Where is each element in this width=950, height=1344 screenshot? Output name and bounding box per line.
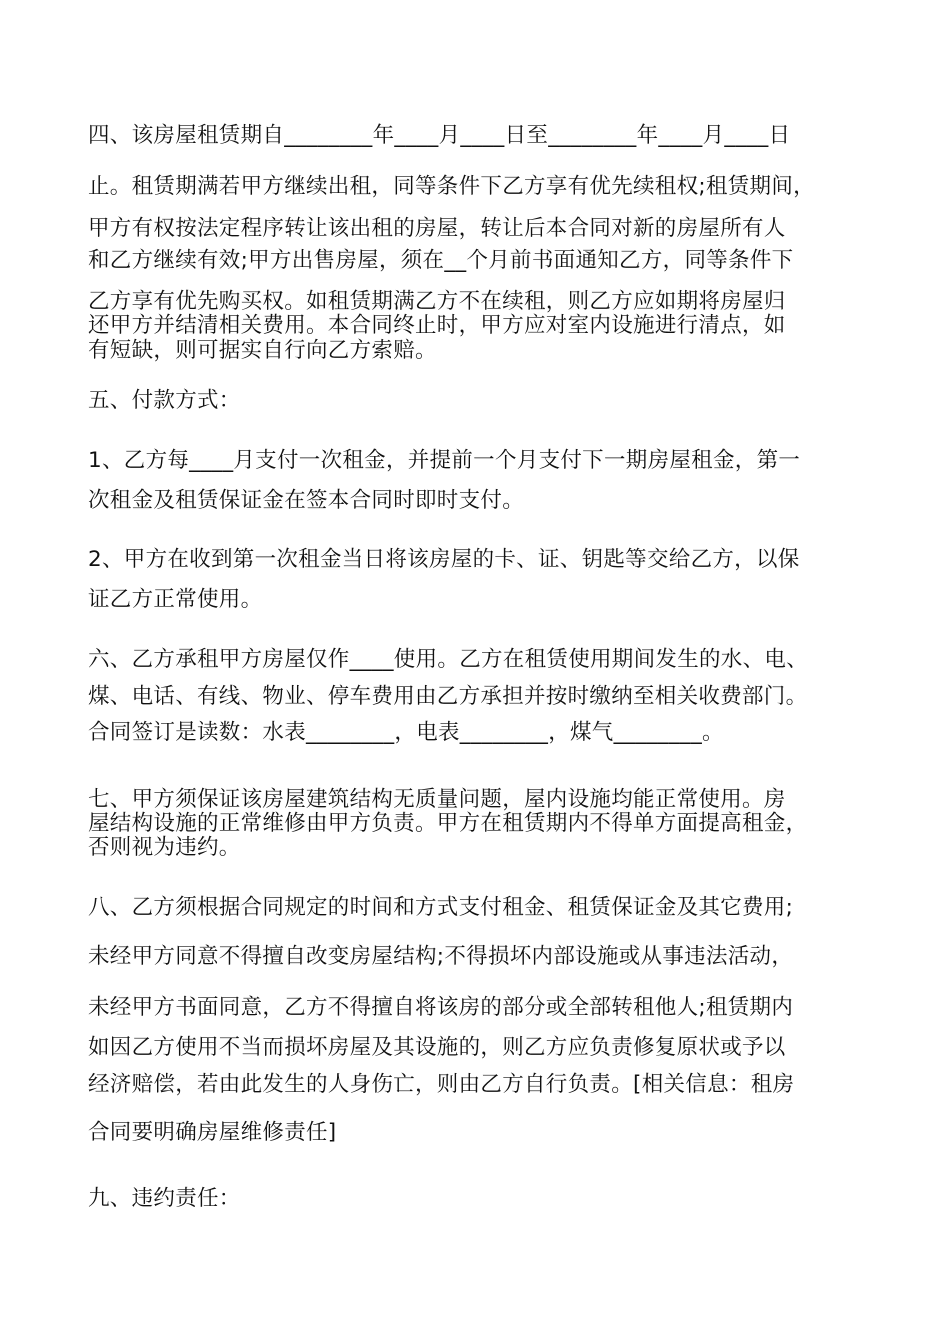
clause-8-line-1: 八、乙方须根据合同规定的时间和方式支付租金、租赁保证金及其它费用; — [88, 895, 794, 920]
clause-6-line-3: 合同签订是读数：水表________，电表________，煤气________。 — [88, 720, 724, 745]
clause-8-line-2: 未经甲方同意不得擅自改变房屋结构;不得损坏内部设施或从事违法活动， — [88, 944, 794, 969]
clause-5-item-2-line-1: 2、甲方在收到第一次租金当日将该房屋的卡、证、钥匙等交给乙方，以保 — [88, 547, 800, 572]
clause-8-line-3: 未经甲方书面同意，乙方不得擅自将该房的部分或全部转租他人;租赁期内 — [88, 995, 794, 1020]
clause-9-title: 九、违约责任： — [88, 1186, 241, 1211]
clause-7-line-3: 否则视为违约。 — [88, 835, 241, 860]
clause-5-item-1-line-2: 次租金及租赁保证金在签本合同时即时支付。 — [88, 488, 525, 513]
clause-7-line-2: 屋结构设施的正常维修由甲方负责。甲方在租赁期内不得单方面提高租金， — [88, 811, 808, 836]
clause-8-line-6: 合同要明确房屋维修责任] — [88, 1120, 337, 1145]
clause-5-title: 五、付款方式： — [88, 388, 241, 413]
clause-4-line-4: 和乙方继续有效;甲方出售房屋，须在__个月前书面通知乙方，同等条件下 — [88, 248, 794, 273]
clause-4-line-2: 止。租赁期满若甲方继续出租，同等条件下乙方享有优先续租权;租赁期间， — [88, 174, 815, 199]
clause-5-item-2-line-2: 证乙方正常使用。 — [88, 587, 263, 612]
clause-4-line-5: 乙方享有优先购买权。如租赁期满乙方不在续租，则乙方应如期将房屋归 — [88, 289, 786, 314]
clause-6-line-2: 煤、电话、有线、物业、停车费用由乙方承担并按时缴纳至相关收费部门。 — [88, 684, 808, 709]
clause-4-line-3: 甲方有权按法定程序转让该出租的房屋，转让后本合同对新的房屋所有人 — [88, 216, 786, 241]
clause-7-line-1: 七、甲方须保证该房屋建筑结构无质量问题，屋内设施均能正常使用。房 — [88, 787, 786, 812]
clause-8-line-5: 经济赔偿，若由此发生的人身伤亡，则由乙方自行负责。[相关信息：租房 — [88, 1072, 795, 1097]
clause-6-line-1: 六、乙方承租甲方房屋仅作____使用。乙方在租赁使用期间发生的水、电、 — [88, 647, 809, 672]
clause-4-line-7: 有短缺，则可据实自行向乙方索赔。 — [88, 338, 437, 363]
clause-4-line-1: 四、该房屋租赁期自________年____月____日至________年____月____日 — [88, 123, 791, 148]
clause-5-item-1-line-1: 1、乙方每____月支付一次租金，并提前一个月支付下一期房屋租金，第一 — [88, 448, 801, 473]
clause-4-line-6: 还甲方并结清相关费用。本合同终止时，甲方应对室内设施进行清点，如 — [88, 313, 786, 338]
clause-8-line-4: 如因乙方使用不当而损坏房屋及其设施的，则乙方应负责修复原状或予以 — [88, 1035, 786, 1060]
